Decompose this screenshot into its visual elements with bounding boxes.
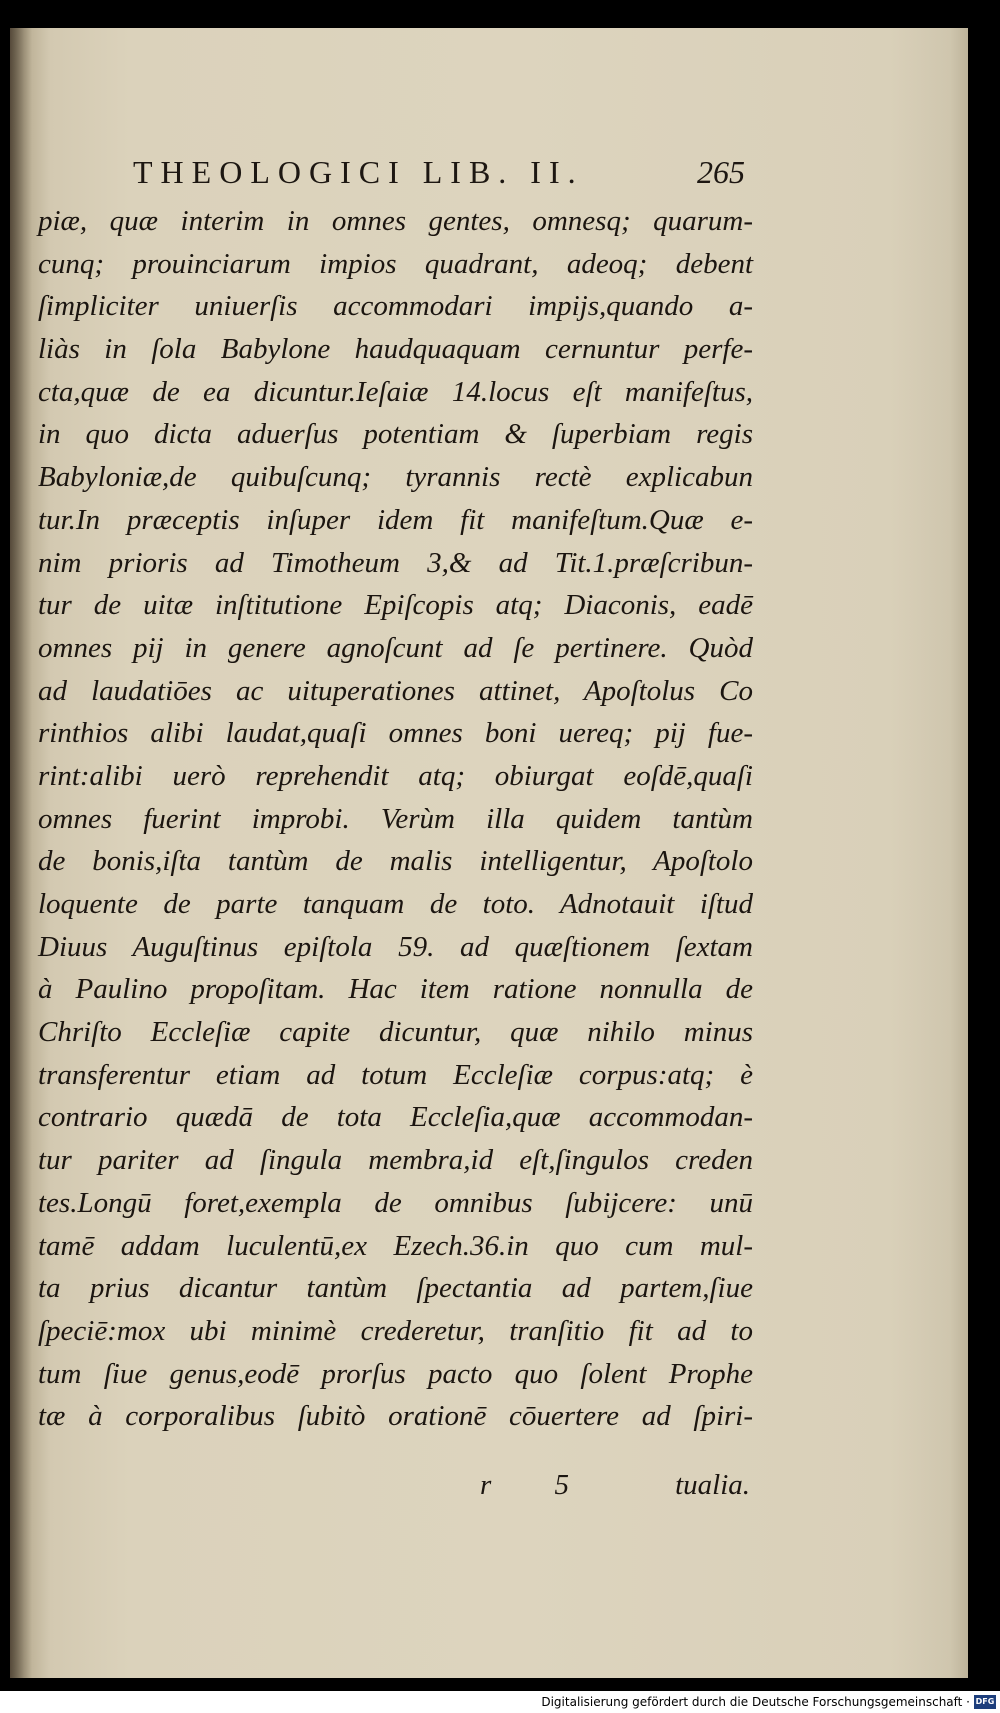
page-number: 265 bbox=[697, 154, 745, 190]
text-line: Chriſto Eccleſiæ capite dicuntur, quæ nihilo minus bbox=[38, 1016, 753, 1049]
text-line: Diuus Auguſtinus epiſtola 59. ad quæſtionem ſextam bbox=[38, 930, 753, 963]
text-line: piæ, quæ interim in omnes gentes, omnesq; quarum- bbox=[38, 205, 753, 237]
gutter-shadow bbox=[10, 28, 32, 1678]
text-line: tum ſiue genus,eodē prorſus pacto quo ſolent Prophe bbox=[38, 1357, 753, 1390]
page-footer bbox=[480, 1465, 750, 1505]
text-line: nim prioris ad Timotheum 3,& ad Tit.1.præſcribun- bbox=[38, 546, 753, 579]
text-line: tæ à corporalibus ſubitò orationē cōuertere ad ſpiri- bbox=[38, 1400, 753, 1433]
text-line: omnes pij in genere agnoſcunt ad ſe pertinere. Quòd bbox=[38, 631, 753, 664]
text-line: rint:alibi uerò reprehendit atq; obiurgat eoſdē,quaſi bbox=[38, 759, 753, 792]
text-line: ſpeciē:mox ubi minimè crederetur, tranſitio fit ad to bbox=[38, 1314, 753, 1347]
signature-mark: r 5 bbox=[480, 1469, 598, 1501]
text-line: liàs in ſola Babylone haudquaquam cernuntur perfe- bbox=[38, 333, 753, 366]
funding-credit: Digitalisierung gefördert durch die Deutsche Forschungsgemeinschaft · bbox=[541, 1695, 970, 1709]
text-line: cta,quæ de ea dicuntur.Ieſaiæ 14.locus eſt manifeſtus, bbox=[38, 375, 753, 408]
text-line: ta prius dicantur tantùm ſpectantia ad partem,ſiue bbox=[38, 1272, 753, 1305]
text-line: tes.Longū foret,exempla de omnibus ſubijcere: unū bbox=[38, 1186, 753, 1219]
catchword: tualia. bbox=[675, 1469, 750, 1501]
running-head bbox=[133, 152, 745, 192]
text-line: ad laudatiōes ac uituperationes attinet, Apoſtolus Co bbox=[38, 674, 753, 707]
text-block bbox=[38, 200, 753, 1438]
text-line: Babyloniæ,de quibuſcunq; tyrannis rectè explicabun bbox=[38, 461, 753, 494]
text-line: de bonis,iſta tantùm de malis intelligentur, Apoſtolo bbox=[38, 845, 753, 878]
text-line: tur pariter ad ſingula membra,id eſt,ſingulos creden bbox=[38, 1144, 753, 1177]
text-line: tur de uitæ inſtitutione Epiſcopis atq; Diaconis, eadē bbox=[38, 589, 753, 622]
text-line: in quo dicta aduerſus potentiam & ſuperbiam regis bbox=[38, 418, 753, 451]
text-line: rinthios alibi laudat,quaſi omnes boni uereq; pij fue- bbox=[38, 717, 753, 750]
dfg-logo-icon: DFG bbox=[974, 1695, 996, 1709]
text-line: à Paulino propoſitam. Hac item ratione nonnulla de bbox=[38, 973, 753, 1006]
text-line: cunq; prouinciarum impios quadrant, adeoq; debent bbox=[38, 247, 753, 280]
credit-bar bbox=[0, 1691, 1000, 1713]
text-line: tamē addam luculentū,ex Ezech.36.in quo cum mul- bbox=[38, 1229, 753, 1262]
text-line: loquente de parte tanquam de toto. Adnotauit iſtud bbox=[38, 888, 753, 920]
text-line: ſimpliciter uniuerſis accommodari impijs,quando a- bbox=[38, 290, 753, 323]
text-line: omnes fuerint improbi. Verùm illa quidem tantùm bbox=[38, 802, 753, 835]
text-line: contrario quædā de tota Eccleſia,quæ accommodan- bbox=[38, 1101, 753, 1134]
text-line: tur.In præceptis inſuper idem fit manifeſtum.Quæ e- bbox=[38, 503, 753, 536]
running-title: THEOLOGICI LIB. II. bbox=[133, 154, 584, 190]
text-line: transferentur etiam ad totum Eccleſiæ corpus:atq; è bbox=[38, 1058, 753, 1091]
